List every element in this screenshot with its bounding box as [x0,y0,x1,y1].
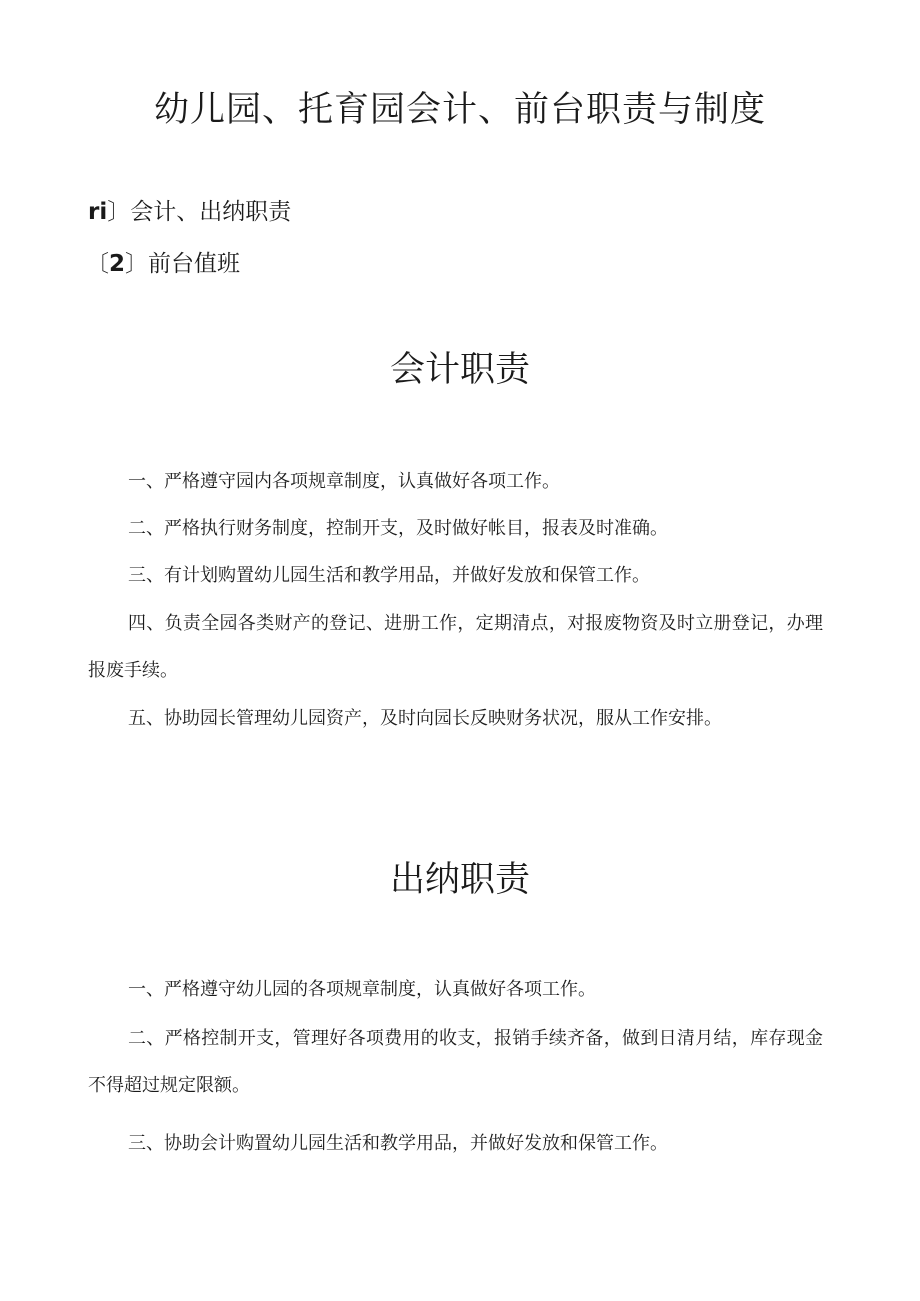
toc-item-label: 会计、出纳职责 [130,199,292,225]
paragraph: 三、有计划购置幼儿园生活和教学用品，并做好发放和保管工作。 [128,565,650,586]
toc-item-bracket: 〕 [125,251,149,277]
document-title: 幼儿园、托育园会计、前台职责与制度 [153,90,766,130]
paragraph: 二、严格执行财务制度，控制开支，及时做好帐目，报表及时准确。 [128,518,668,539]
paragraph: 二、严格控制开支，管理好各项费用的收支，报销手续齐备，做到日清月结，库存现金不得超过规定限额。 [88,1028,823,1096]
toc-item-bracket: 〔 [86,251,109,277]
section-heading-accounting: 会计职责 [389,350,530,390]
toc-item-1 [88,193,291,226]
paragraph: 一、严格遵守幼儿园的各项规章制度，认真做好各项工作。 [128,979,596,1000]
paragraph: 三、协助会计购置幼儿园生活和教学用品，并做好发放和保管工作。 [128,1133,668,1154]
paragraph: 四、负责全园各类财产的登记、进册工作，定期清点，对报废物资及时立册登记，办理报废手续。 [88,613,823,681]
toc-item-label: 前台值班 [148,251,241,277]
paragraph: 一、严格遵守园内各项规章制度，认真做好各项工作。 [128,471,560,492]
toc-item-number: 2 [109,251,126,277]
section-heading-cashier: 出纳职责 [389,860,530,900]
toc-item-number: ri [88,199,108,225]
toc-item-bracket: 〕 [107,199,131,225]
toc-item-2 [86,245,240,278]
paragraph: 五、协助园长管理幼儿园资产，及时向园长反映财务状况，服从工作安排。 [128,708,722,729]
